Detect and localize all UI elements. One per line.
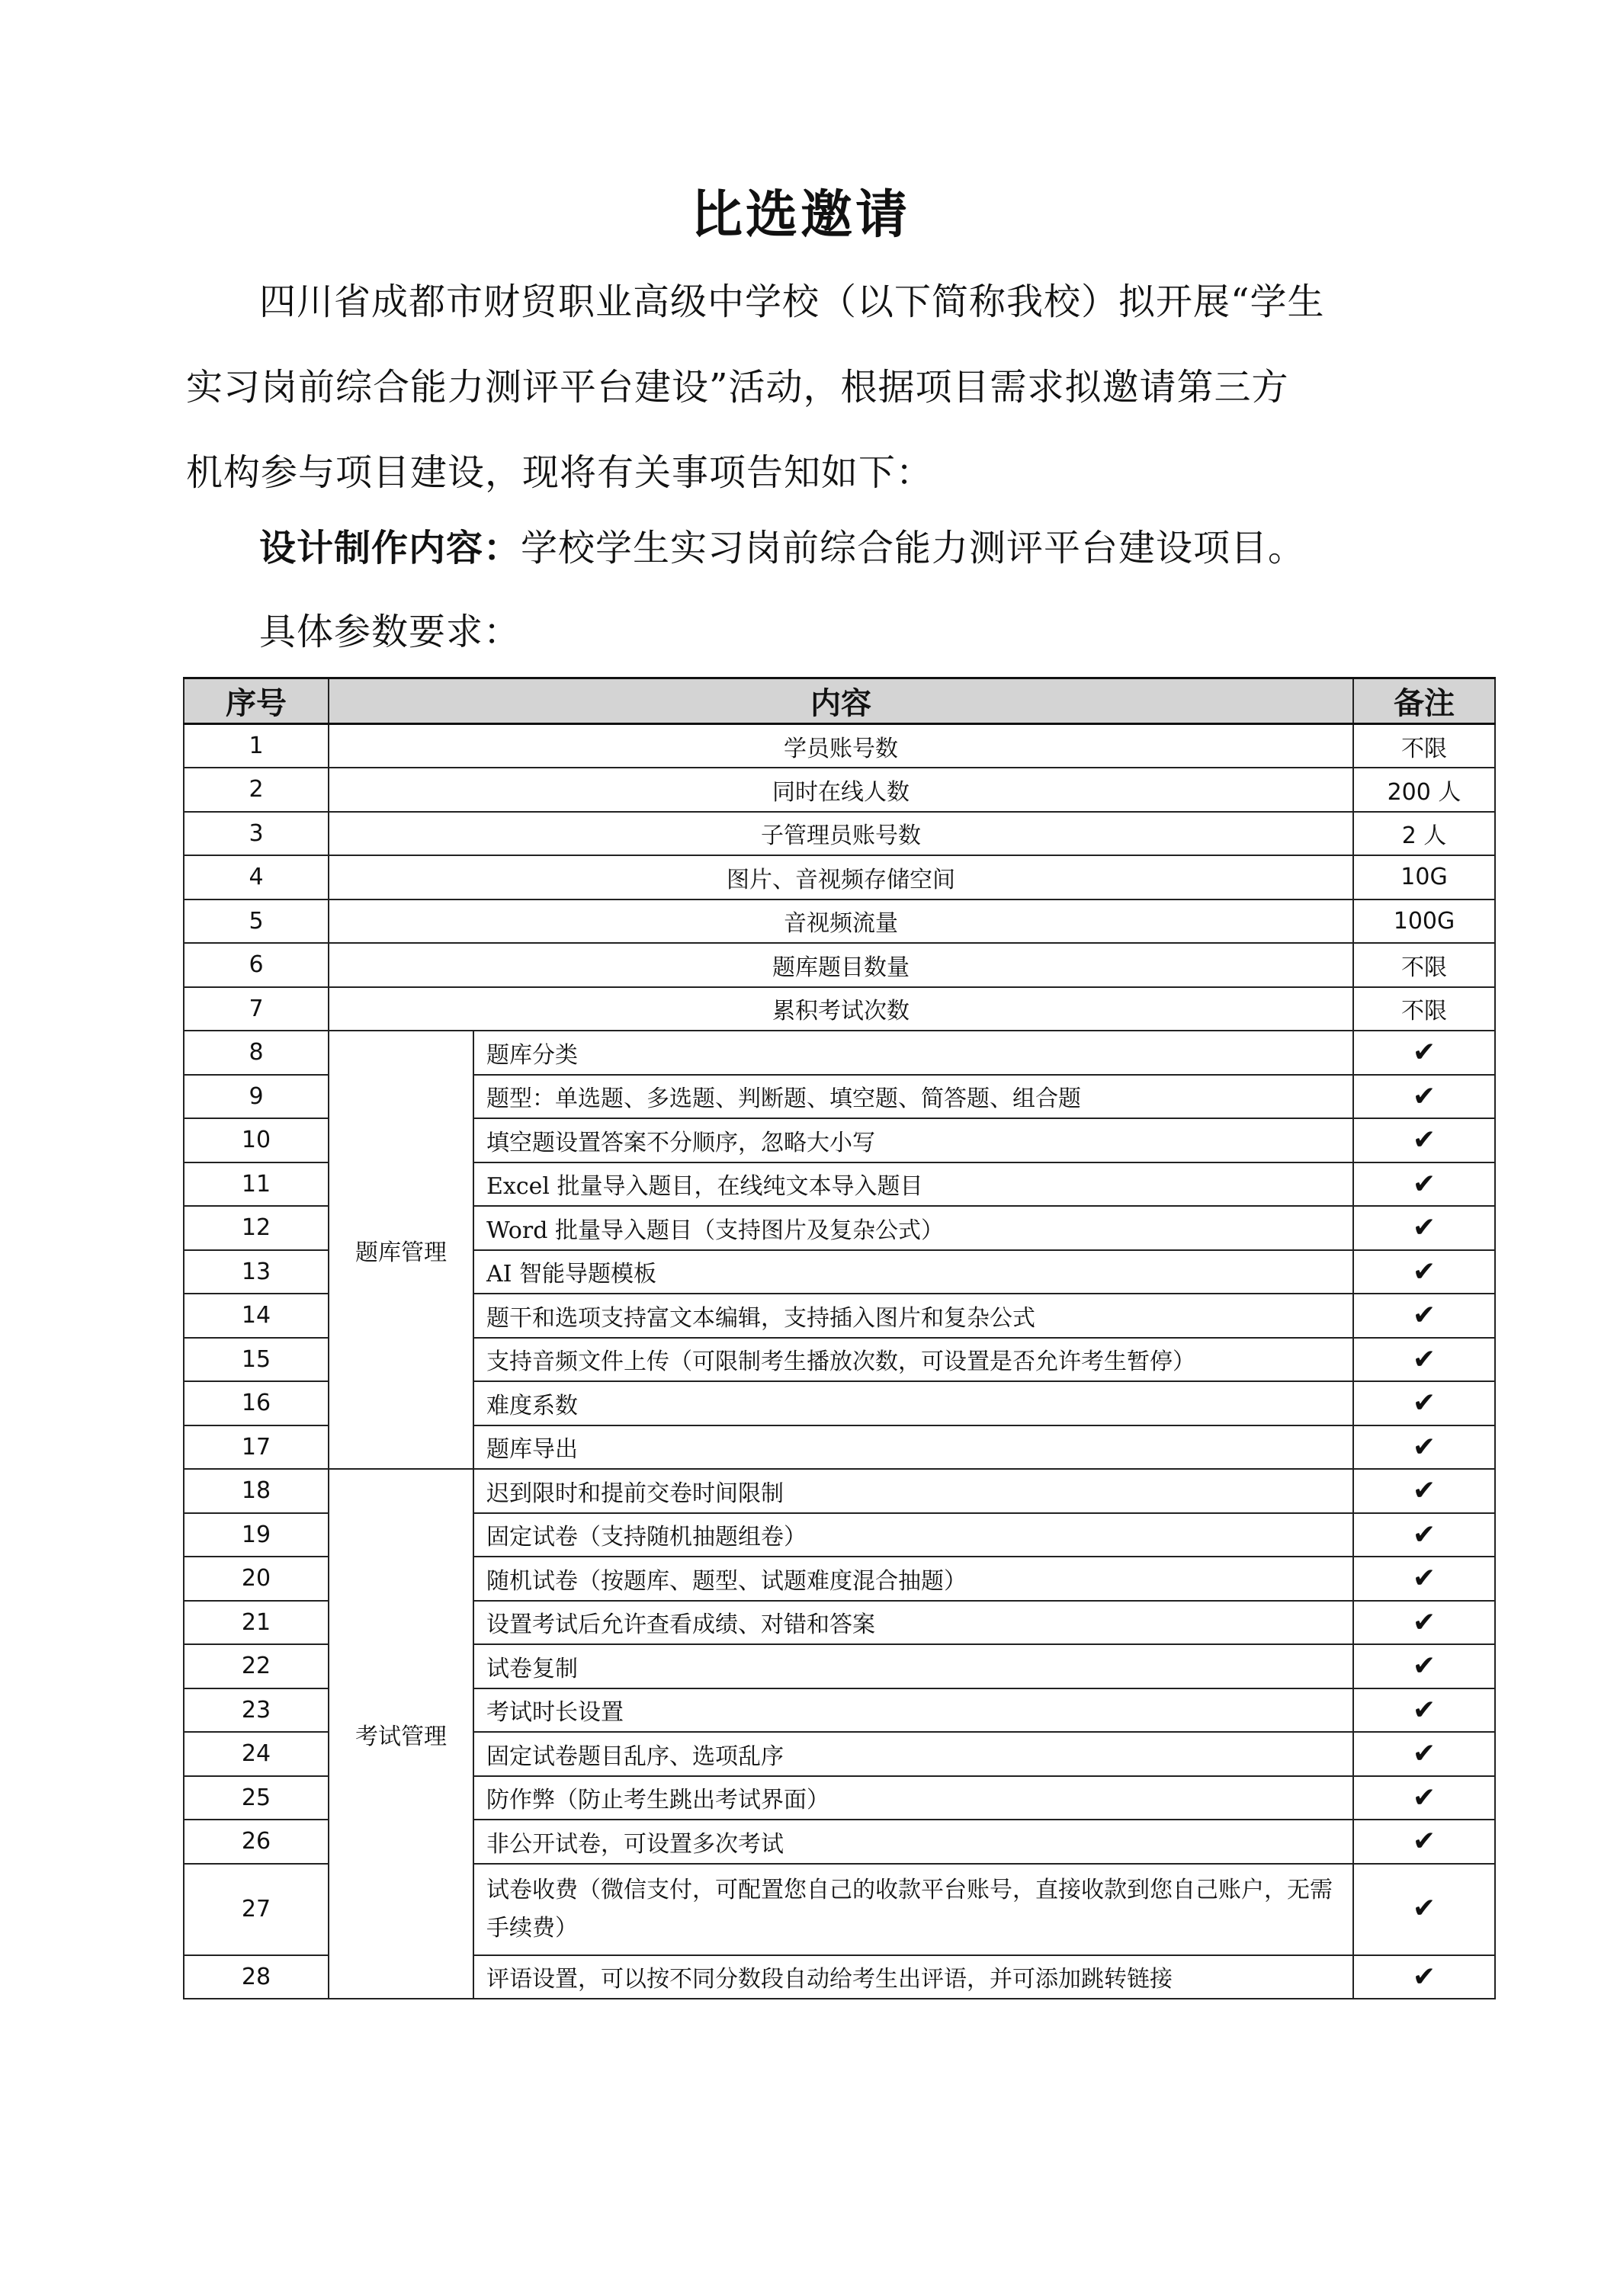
row-seq: 21: [184, 1601, 329, 1645]
row-note: 不限: [1353, 987, 1495, 1031]
row-content: 题库分类: [473, 1031, 1353, 1075]
table-header-row: [184, 678, 1495, 724]
header-note: 备注: [1353, 678, 1495, 724]
checkmark-icon: ✔: [1412, 1124, 1436, 1156]
header-content: 内容: [329, 678, 1353, 724]
row-content: AI 智能导题模板: [473, 1250, 1353, 1294]
checkmark-icon: ✔: [1412, 1650, 1436, 1682]
table-row: [184, 768, 1495, 812]
checkmark-icon: ✔: [1412, 1168, 1436, 1200]
checkmark-icon: ✔: [1412, 1563, 1436, 1595]
row-content: 题干和选项支持富文本编辑，支持插入图片和复杂公式: [473, 1294, 1353, 1338]
table-row: [184, 724, 1495, 768]
row-content: 评语设置，可以按不同分数段自动给考生出评语，并可添加跳转链接: [473, 1955, 1353, 1999]
row-seq: 15: [184, 1338, 329, 1382]
table-row: [184, 987, 1495, 1031]
checkmark-icon: ✔: [1412, 1892, 1436, 1924]
row-content: 子管理员账号数: [329, 812, 1353, 856]
table-row: [184, 812, 1495, 856]
checkmark-icon: ✔: [1412, 1343, 1436, 1375]
row-content: 音视频流量: [329, 899, 1353, 944]
row-content: 学员账号数: [329, 724, 1353, 768]
row-content: 题库导出: [473, 1425, 1353, 1470]
checkmark-icon: ✔: [1412, 1961, 1436, 1993]
checkmark-icon: ✔: [1412, 1738, 1436, 1770]
checkmark-icon: ✔: [1412, 1300, 1436, 1332]
row-seq: 13: [184, 1250, 329, 1294]
row-note: 不限: [1353, 943, 1495, 987]
design-label: 设计制作内容：: [259, 527, 521, 569]
checkmark-icon: ✔: [1412, 1606, 1436, 1638]
row-seq: 4: [184, 855, 329, 899]
row-content: 填空题设置答案不分顺序，忽略大小写: [473, 1118, 1353, 1162]
row-seq: 28: [184, 1955, 329, 1999]
row-content: 随机试卷（按题库、题型、试题难度混合抽题）: [473, 1557, 1353, 1601]
checkmark-icon: ✔: [1412, 1475, 1436, 1507]
spec-table: [183, 677, 1496, 1999]
row-seq: 9: [184, 1075, 329, 1119]
category-cell: 题库管理: [329, 1031, 473, 1469]
design-text: 学校学生实习岗前综合能力测评平台建设项目。: [521, 527, 1306, 569]
row-content: Word 批量导入题目（支持图片及复杂公式）: [473, 1206, 1353, 1250]
checkmark-icon: ✔: [1412, 1387, 1436, 1419]
row-note: 2 人: [1353, 812, 1495, 856]
row-seq: 11: [184, 1162, 329, 1207]
checkmark-icon: ✔: [1412, 1518, 1436, 1550]
row-seq: 7: [184, 987, 329, 1031]
row-seq: 12: [184, 1206, 329, 1250]
intro-line: 机构参与项目建设，现将有关事项告知如下：: [186, 451, 934, 494]
params-label: 具体参数要求：: [259, 611, 521, 653]
row-content: Excel 批量导入题目，在线纯文本导入题目: [473, 1162, 1353, 1207]
row-content: 累积考试次数: [329, 987, 1353, 1031]
intro-line: 实习岗前综合能力测评平台建设”活动，根据项目需求拟邀请第三方: [186, 366, 1289, 409]
row-seq: 25: [184, 1776, 329, 1820]
table-row: [184, 855, 1495, 899]
row-note: 不限: [1353, 724, 1495, 768]
header-seq: 序号: [184, 678, 329, 724]
row-seq: 26: [184, 1820, 329, 1864]
row-seq: 22: [184, 1644, 329, 1688]
row-seq: 23: [184, 1688, 329, 1733]
row-seq: 27: [184, 1864, 329, 1955]
row-seq: 6: [184, 943, 329, 987]
checkmark-icon: ✔: [1412, 1255, 1436, 1287]
row-content: 同时在线人数: [329, 768, 1353, 812]
row-content: 防作弊（防止考生跳出考试界面）: [473, 1776, 1353, 1820]
row-content: 试卷收费（微信支付，可配置您自己的收款平台账号，直接收款到您自己账户，无需手续费）: [473, 1864, 1353, 1955]
row-content: 难度系数: [473, 1381, 1353, 1425]
row-seq: 8: [184, 1031, 329, 1075]
row-content: 固定试卷题目乱序、选项乱序: [473, 1732, 1353, 1776]
design-content: [259, 518, 1305, 571]
row-seq: 20: [184, 1557, 329, 1601]
checkmark-icon: ✔: [1412, 1781, 1436, 1813]
row-content: 支持音频文件上传（可限制考生播放次数，可设置是否允许考生暂停）: [473, 1338, 1353, 1382]
row-seq: 16: [184, 1381, 329, 1425]
row-seq: 24: [184, 1732, 329, 1776]
row-content: 考试时长设置: [473, 1688, 1353, 1733]
row-seq: 10: [184, 1118, 329, 1162]
row-content: 非公开试卷，可设置多次考试: [473, 1820, 1353, 1864]
document-title: 比选邀请: [690, 185, 910, 245]
intro-line: 四川省成都市财贸职业高级中学校（以下简称我校）拟开展“学生: [259, 281, 1325, 323]
row-content: 题库题目数量: [329, 943, 1353, 987]
row-seq: 17: [184, 1425, 329, 1470]
row-content: 固定试卷（支持随机抽题组卷）: [473, 1513, 1353, 1557]
table-row: [184, 943, 1495, 987]
row-content: 题型：单选题、多选题、判断题、填空题、简答题、组合题: [473, 1075, 1353, 1119]
checkmark-icon: ✔: [1412, 1037, 1436, 1069]
row-note: 200 人: [1353, 768, 1495, 812]
checkmark-icon: ✔: [1412, 1694, 1436, 1726]
row-seq: 18: [184, 1469, 329, 1513]
row-seq: 3: [184, 812, 329, 856]
row-seq: 5: [184, 899, 329, 944]
row-seq: 2: [184, 768, 329, 812]
row-note: 100G: [1353, 899, 1495, 944]
row-content: 试卷复制: [473, 1644, 1353, 1688]
row-seq: 19: [184, 1513, 329, 1557]
row-content: 迟到限时和提前交卷时间限制: [473, 1469, 1353, 1513]
row-seq: 1: [184, 724, 329, 768]
intro-paragraph: [186, 259, 1421, 515]
row-note: 10G: [1353, 855, 1495, 899]
row-seq: 14: [184, 1294, 329, 1338]
table-row: [184, 1469, 1495, 1513]
checkmark-icon: ✔: [1412, 1080, 1436, 1112]
row-content: 设置考试后允许查看成绩、对错和答案: [473, 1601, 1353, 1645]
table-row: [184, 899, 1495, 944]
table-row: [184, 1031, 1495, 1075]
checkmark-icon: ✔: [1412, 1431, 1436, 1463]
category-cell: 考试管理: [329, 1469, 473, 1999]
checkmark-icon: ✔: [1412, 1826, 1436, 1858]
row-content: 图片、音视频存储空间: [329, 855, 1353, 899]
checkmark-icon: ✔: [1412, 1212, 1436, 1244]
